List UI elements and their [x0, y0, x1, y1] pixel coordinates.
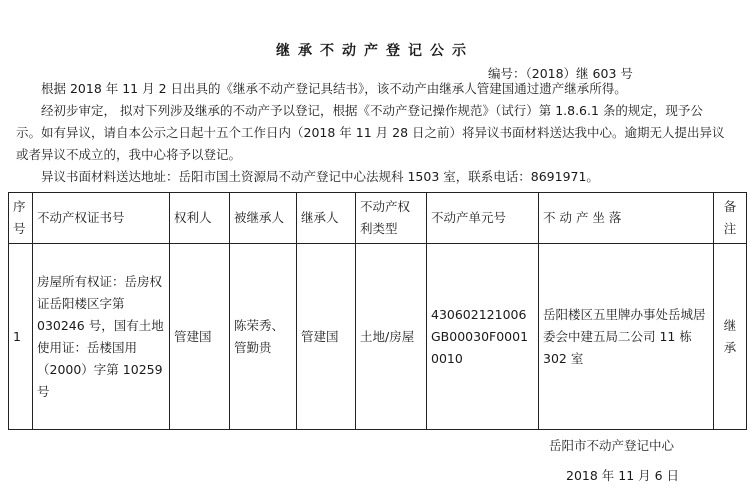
- header-seq: 序号: [9, 193, 33, 244]
- notice-paragraph-basis: 根据 2018 年 11 月 2 日出具的《继承不动产登记具结书》，该不动产由继承人管建国通过遗产继承所得。: [41, 81, 627, 96]
- cell-owner: 管建国: [170, 244, 230, 430]
- cell-seq: 1: [9, 244, 33, 430]
- cell-location: 岳阳楼区五里牌办事处岳城居委会中建五局二公司 11 栋 302 室: [539, 244, 714, 430]
- issue-date: 2018 年 11 月 6 日: [566, 468, 680, 483]
- notice-serial-number: 编号：（2018）继 603 号: [488, 66, 633, 81]
- cell-unit-no: 430602121006GB00030F00010010: [427, 244, 539, 430]
- registration-table: [8, 192, 747, 430]
- notice-paragraph-objection: 经初步审定， 拟对下列涉及继承的不动产予以登记，根据《不动产登记操作规范》（试行）第 1.8.6.1 条的规定，现予公示。如有异议，请自本公示之日起十五个工作日内（2018 年 11 月 28 日之前）将异议书面材料送达我中心。逾期无人提出异议或者异议不成立的，我中心将予以登记。: [16, 103, 725, 162]
- cell-right-type: 土地/房屋: [356, 244, 427, 430]
- header-right-type: 不动产权利类型: [356, 193, 427, 244]
- header-owner: 权利人: [170, 193, 230, 244]
- cell-heir: 管建国: [297, 244, 356, 430]
- cell-decedent: 陈荣秀、管勤贵: [230, 244, 297, 430]
- header-decedent: 被继承人: [230, 193, 297, 244]
- notice-paragraph-address: 异议书面材料送达地址：岳阳市国土资源局不动产登记中心法规科 1503 室，联系电话：8691971。: [41, 169, 599, 184]
- cell-cert: 房屋所有权证：岳房权证岳阳楼区字第 030246 号，国有土地使用证：岳楼国用（2000）字第 10259 号: [33, 244, 170, 430]
- table-row: [9, 244, 747, 430]
- header-remark: 备注: [714, 193, 747, 244]
- header-unit-no: 不动产单元号: [427, 193, 539, 244]
- header-cert: 不动产权证书号: [33, 193, 170, 244]
- cell-remark: 继承: [714, 244, 747, 430]
- notice-title: 继承不动产登记公示: [276, 43, 474, 59]
- issuing-organization: 岳阳市不动产登记中心: [549, 438, 675, 453]
- table-header-row: [9, 193, 747, 244]
- header-heir: 继承人: [297, 193, 356, 244]
- header-location: 不 动 产 坐 落: [539, 193, 714, 244]
